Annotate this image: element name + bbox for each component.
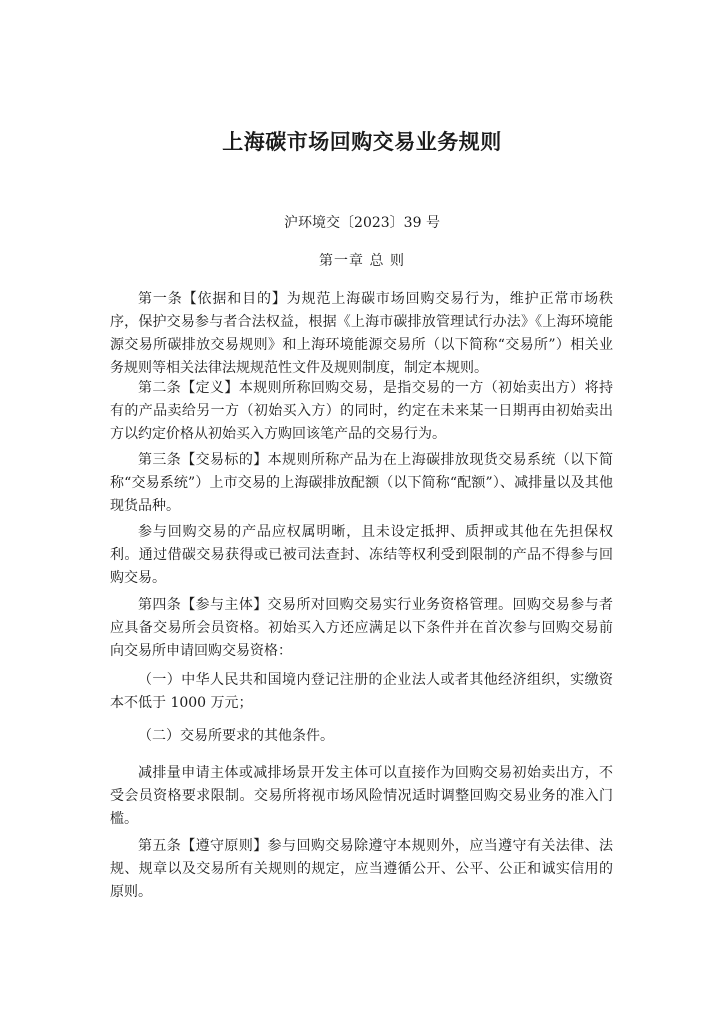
article-4-continuation-paragraph: 减排量申请主体或减排场景开发主体可以直接作为回购交易初始卖出方，不受会员资格要求限制。交易所将视市场风险情况适时调整回购交易业务的准入门槛。 [110,765,613,827]
article-4-paragraph: 第四条【参与主体】交易所对回购交易实行业务资格管理。回购交易参与者应具备交易所会员资格。初始买入方还应满足以下条件并在首次参与回购交易前向交易所申请回购交易资格： [110,597,613,659]
chapter-heading: 第一章 总 则 [319,253,405,269]
document-number: 沪环境交〔2023〕39 号 [284,215,440,231]
article-5-paragraph: 第五条【遵守原则】参与回购交易除遵守本规则外，应当遵守有关法律、法规、规章以及交易所有关规则的规定，应当遵循公开、公平、公正和诚实信用的原则。 [110,838,613,900]
article-3-paragraph: 第三条【交易标的】本规则所称产品为在上海碳排放现货交易系统（以下简称“交易系统”）上市交易的上海碳排放配额（以下简称“配额”）、减排量以及其他现货品种。 [110,452,613,514]
document-title: 上海碳市场回购交易业务规则 [222,130,502,154]
article-4-item-2: （二）交易所要求的其他条件。 [138,728,334,744]
article-2-paragraph: 第二条【定义】本规则所称回购交易，是指交易的一方（初始卖出方）将持有的产品卖给另一方（初始买入方）的同时，约定在未来某一日期再由初始卖出方以约定价格从初始买入方购回该笔产品的交易行为。 [110,380,613,442]
article-3-continuation-paragraph: 参与回购交易的产品应权属明晰，且未设定抵押、质押或其他在先担保权利。通过借碳交易获得或已被司法查封、冻结等权利受到限制的产品不得参与回购交易。 [110,524,613,586]
article-4-item-1: （一）中华人民共和国境内登记注册的企业法人或者其他经济组织，实缴资本不低于 1000 万元； [110,672,613,711]
article-1-paragraph: 第一条【依据和目的】为规范上海碳市场回购交易行为，维护正常市场秩序，保护交易参与者合法权益，根据《上海市碳排放管理试行办法》《上海环境能源交易所碳排放交易规则》和上海环境能源交易所（以下简称“交易所”）相关业务规则等相关法律法规规范性文件及规则制度，制定本规则。 [110,291,613,376]
